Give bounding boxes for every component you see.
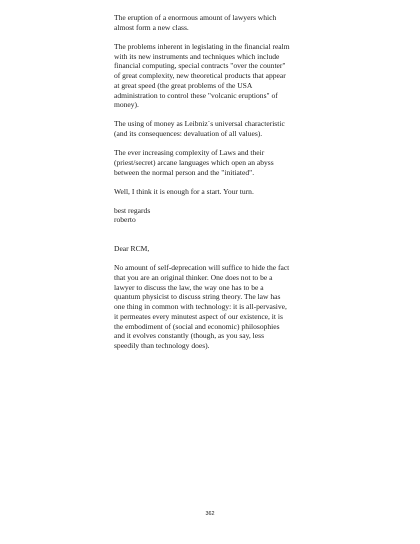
text-line: between the normal person and the "initiated". xyxy=(114,167,255,177)
paragraph-lawyers-eruption xyxy=(114,13,336,33)
text-line: at great speed (the great problems of the USA xyxy=(114,80,253,90)
salutation xyxy=(114,244,336,254)
text-line: it permeates every minutest aspect of our existence, it is xyxy=(114,311,283,321)
text-line: administration to control these "volcanic eruptions" of xyxy=(114,90,278,100)
text-line: that you are an original thinker. One does not to be a xyxy=(114,272,273,282)
text-line: lawyer to discuss the law, the way one has to be a xyxy=(114,282,264,292)
text-line: The using of money as Leibniz´s universal characteristic xyxy=(114,119,285,129)
signature-block xyxy=(114,206,336,226)
text-line: money). xyxy=(114,100,139,110)
text-line: and it evolves constantly (though, as you say, less xyxy=(114,331,265,341)
text-line: (and its consequences: devaluation of all values). xyxy=(114,129,263,139)
document-body xyxy=(114,13,336,360)
paragraph-money-leibniz xyxy=(114,119,336,139)
text-line: with its new instruments and techniques which include xyxy=(114,51,280,61)
text-line: The eruption of a enormous amount of lawyers which xyxy=(114,13,277,22)
section-gap xyxy=(114,235,336,245)
text-line: (priest/secret) arcane languages which open an abyss xyxy=(114,157,274,167)
text-line: one thing in common with technology: it is all-pervasive, xyxy=(114,302,287,312)
text-line: of great complexity, new theoretical products that appear xyxy=(114,71,286,81)
text-line: almost form a new class. xyxy=(114,22,189,32)
salutation-line: Dear RCM, xyxy=(114,244,150,254)
text-line: No amount of self-deprecation will suffice to hide the fact xyxy=(114,263,290,273)
closing-line: best regards xyxy=(114,205,151,215)
text-line: speedily than technology does). xyxy=(114,341,210,351)
paragraph-laws-complexity xyxy=(114,148,336,177)
paragraph-reply xyxy=(114,263,336,351)
text-line: The ever increasing complexity of Laws and their xyxy=(114,148,265,158)
text-line: quantum physicist to discuss string theory. The law has xyxy=(114,292,281,302)
text-line: the embodiment of (social and economic) philosophies xyxy=(114,321,280,331)
signature-name: roberto xyxy=(114,215,136,225)
paragraph-financial-legislation xyxy=(114,42,336,110)
page-number: 362 xyxy=(205,511,215,517)
text-line: The problems inherent in legislating in the financial realm xyxy=(114,41,290,51)
text-line: Well, I think it is enough for a start. Your turn. xyxy=(114,186,254,196)
text-line: financial computing, special contracts "over the counter" xyxy=(114,61,286,71)
paragraph-your-turn xyxy=(114,187,336,197)
